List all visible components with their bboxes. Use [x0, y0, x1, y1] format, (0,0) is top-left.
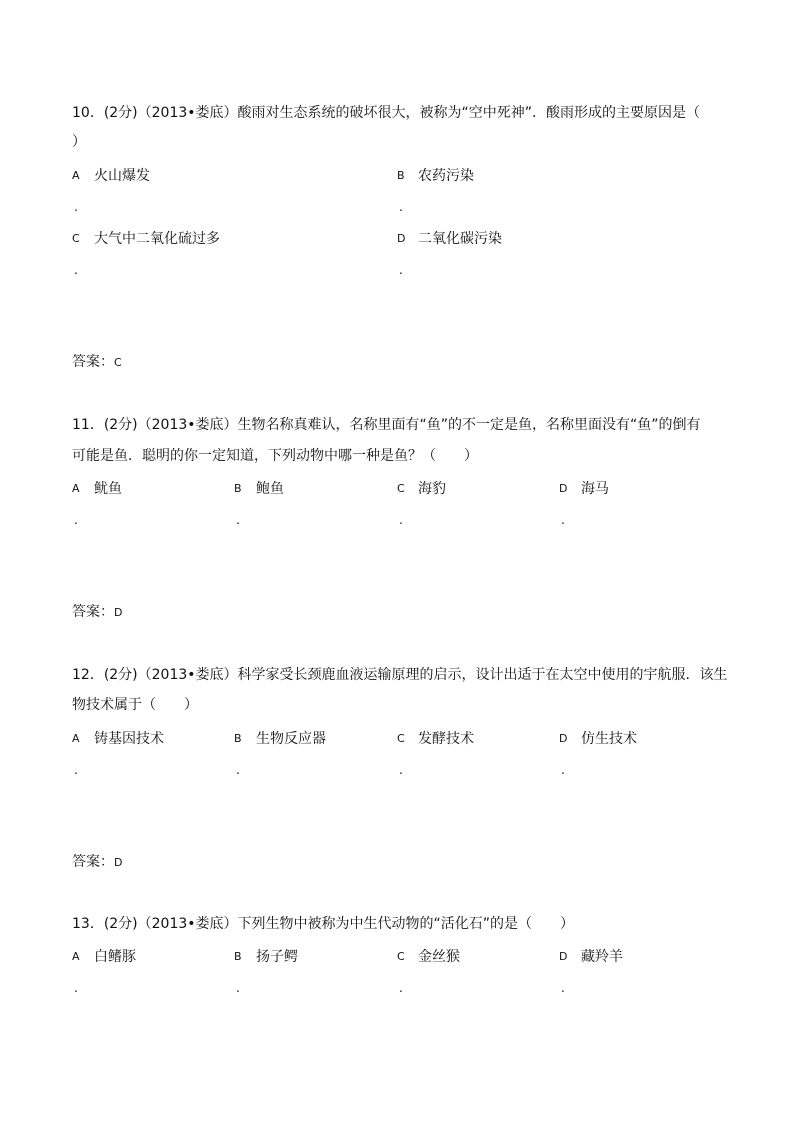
- option-text: 金丝猴: [418, 949, 460, 965]
- option-text: 发酵技术: [418, 731, 474, 747]
- answer-label: 答案：: [72, 854, 114, 870]
- option-letter: C: [72, 232, 80, 245]
- answer: [72, 852, 122, 873]
- option-text: 海马: [581, 481, 609, 497]
- option-dot: .: [561, 513, 565, 527]
- option-dot: .: [399, 263, 403, 277]
- answer: [72, 602, 122, 623]
- option-text: 仿生技术: [581, 731, 637, 747]
- option-dot: .: [399, 981, 403, 995]
- option-letter: D: [559, 732, 568, 745]
- option-dot: .: [399, 763, 403, 777]
- option-dot: .: [74, 200, 78, 214]
- option-text: 藏羚羊: [581, 949, 623, 965]
- answer-value: C: [114, 356, 122, 369]
- option-letter: A: [72, 732, 80, 745]
- option-text: 鲍鱼: [256, 481, 284, 497]
- question-text-line-2: 可能是鱼．聪明的你一定知道，下列动物中哪一种是鱼？（ ）: [72, 448, 478, 464]
- question-text-line-1: 13．(2分)（2013•娄底）下列生物中被称为中生代动物的“活化石”的是（ ）: [72, 916, 575, 932]
- question-text-line-1: 11．(2分)（2013•娄底）生物名称真难认，名称里面有“鱼”的不一定是鱼，名称里面没有“鱼”的倒有: [72, 417, 701, 433]
- option-letter: D: [559, 950, 568, 963]
- answer-label: 答案：: [72, 604, 114, 620]
- option-letter: B: [397, 169, 405, 182]
- option-dot: .: [399, 200, 403, 214]
- option-dot: .: [561, 763, 565, 777]
- option-dot: .: [74, 981, 78, 995]
- option-dot: .: [74, 763, 78, 777]
- option-text: 扬子鳄: [256, 949, 298, 965]
- option-letter: B: [234, 732, 242, 745]
- option-dot: .: [399, 513, 403, 527]
- option-letter: A: [72, 169, 80, 182]
- option-letter: D: [397, 232, 406, 245]
- question-text-line-2: ）: [72, 134, 86, 150]
- option-letter: B: [234, 482, 242, 495]
- answer-value: D: [114, 606, 123, 619]
- option-dot: .: [74, 513, 78, 527]
- option-letter: C: [397, 950, 405, 963]
- option-letter: A: [72, 950, 80, 963]
- option-text: 白鳍豚: [94, 949, 136, 965]
- option-letter: C: [397, 732, 405, 745]
- option-text: 铸基因技术: [94, 731, 164, 747]
- option-dot: .: [236, 763, 240, 777]
- option-text: 二氧化碳污染: [418, 231, 502, 247]
- option-letter: C: [397, 482, 405, 495]
- option-letter: B: [234, 950, 242, 963]
- answer-label: 答案：: [72, 354, 114, 370]
- answer-value: D: [114, 856, 123, 869]
- option-text: 农药污染: [418, 168, 474, 184]
- option-text: 生物反应器: [256, 731, 326, 747]
- option-letter: A: [72, 482, 80, 495]
- option-dot: .: [561, 981, 565, 995]
- question-text-line-2: 物技术属于（ ）: [72, 697, 198, 713]
- answer: [72, 352, 122, 373]
- option-text: 火山爆发: [94, 168, 150, 184]
- option-letter: D: [559, 482, 568, 495]
- option-dot: .: [74, 263, 78, 277]
- question-text-line-1: 12．(2分)（2013•娄底）科学家受长颈鹿血液运输原理的启示，设计出适于在太空中使用的宇航服．该生: [72, 667, 728, 683]
- option-text: 海豹: [418, 481, 446, 497]
- option-dot: .: [236, 981, 240, 995]
- option-text: 大气中二氧化硫过多: [94, 231, 220, 247]
- option-text: 鱿鱼: [94, 481, 122, 497]
- option-dot: .: [236, 513, 240, 527]
- question-text-line-1: 10．(2分)（2013•娄底）酸雨对生态系统的破坏很大，被称为“空中死神”．酸雨形成的主要原因是（: [72, 105, 701, 121]
